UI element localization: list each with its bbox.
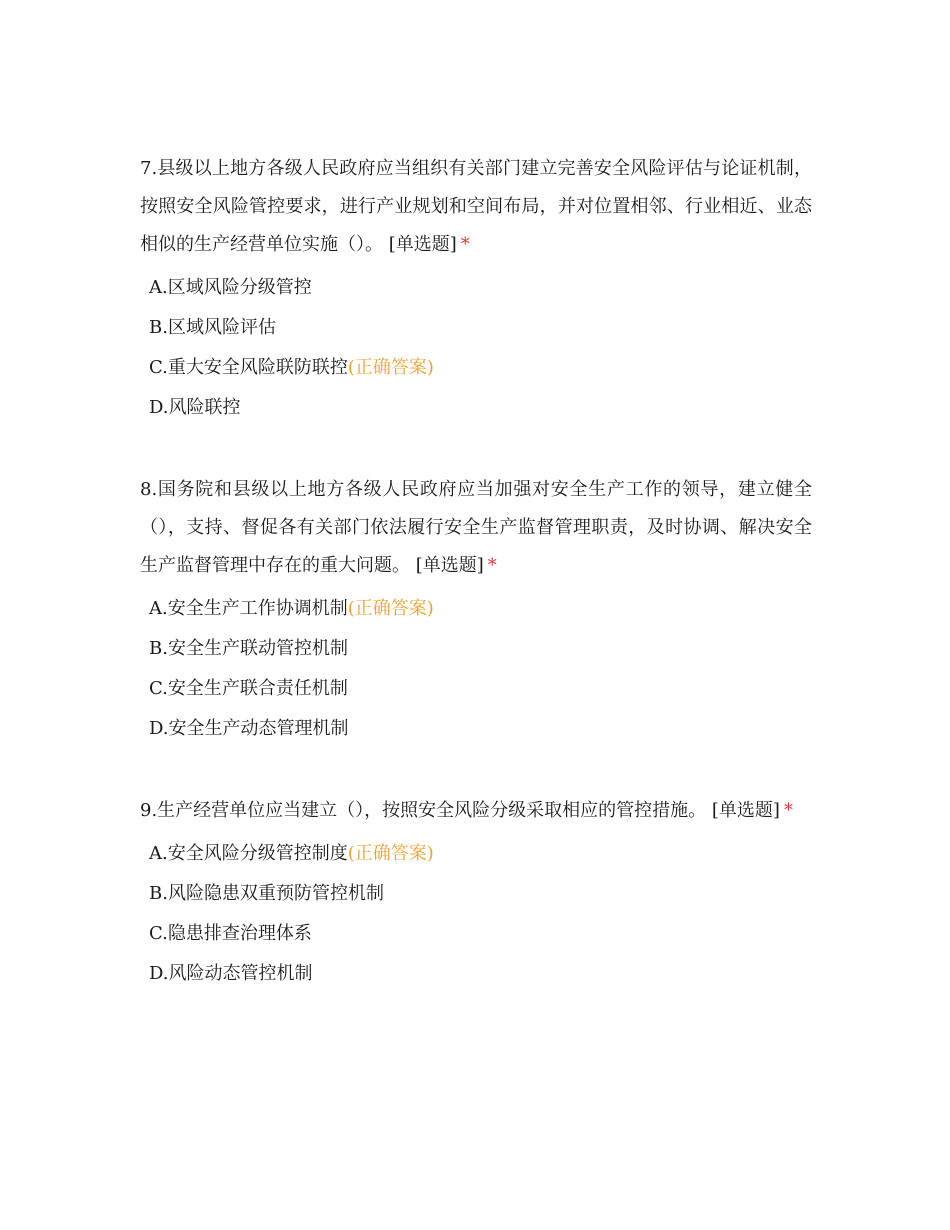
option-b[interactable]: [140, 308, 812, 348]
question-stem: [140, 150, 812, 264]
question-type-tag: [单选题]: [415, 555, 484, 576]
question-text: 8.国务院和县级以上地方各级人民政府应当加强对安全生产工作的领导，建立健全（），支持、督促各有关部门依法履行安全生产监督管理职责，及时协调、解决安全生产监督管理中存在的重大问题。: [140, 479, 812, 576]
option-label: B.安全生产联动管控机制: [149, 638, 348, 659]
required-marker: *: [487, 555, 497, 576]
questionnaire-page: [140, 150, 812, 1037]
question-8: [140, 471, 812, 749]
option-c[interactable]: [140, 348, 812, 388]
option-a[interactable]: [140, 834, 812, 874]
option-label: D.风险动态管控机制: [149, 963, 313, 984]
option-d[interactable]: [140, 954, 812, 994]
option-a[interactable]: [140, 268, 812, 308]
correct-answer-tag: (正确答案): [347, 357, 434, 378]
option-label: B.风险隐患双重预防管控机制: [149, 883, 384, 904]
option-label: D.安全生产动态管理机制: [149, 718, 349, 739]
option-d[interactable]: [140, 388, 812, 428]
option-label: B.区域风险评估: [149, 317, 276, 338]
correct-answer-tag: (正确答案): [347, 598, 434, 619]
option-label: A.安全生产工作协调机制: [149, 598, 348, 619]
question-type-tag: [单选题]: [388, 234, 457, 255]
question-type-tag: [单选题]: [711, 800, 780, 821]
question-9: [140, 792, 812, 994]
question-stem: [140, 471, 812, 585]
option-c[interactable]: [140, 914, 812, 954]
option-c[interactable]: [140, 669, 812, 709]
option-label: A.安全风险分级管控制度: [149, 843, 348, 864]
required-marker: *: [783, 800, 793, 821]
option-b[interactable]: [140, 629, 812, 669]
option-b[interactable]: [140, 874, 812, 914]
correct-answer-tag: (正确答案): [347, 843, 434, 864]
required-marker: *: [460, 234, 470, 255]
question-text: 9.生产经营单位应当建立（），按照安全风险分级采取相应的管控措施。: [140, 800, 707, 821]
question-text: 7.县级以上地方各级人民政府应当组织有关部门建立完善安全风险评估与论证机制，按照安全风险管控要求，进行产业规划和空间布局，并对位置相邻、行业相近、业态相似的生产经营单位实施（）。: [140, 158, 812, 255]
option-a[interactable]: [140, 589, 812, 629]
option-label: C.隐患排查治理体系: [149, 923, 312, 944]
question-7: [140, 150, 812, 428]
option-label: C.重大安全风险联防联控: [149, 357, 348, 378]
question-stem: [140, 792, 812, 830]
option-d[interactable]: [140, 709, 812, 749]
option-label: C.安全生产联合责任机制: [149, 678, 348, 699]
option-label: A.区域风险分级管控: [149, 277, 312, 298]
option-label: D.风险联控: [149, 397, 241, 418]
